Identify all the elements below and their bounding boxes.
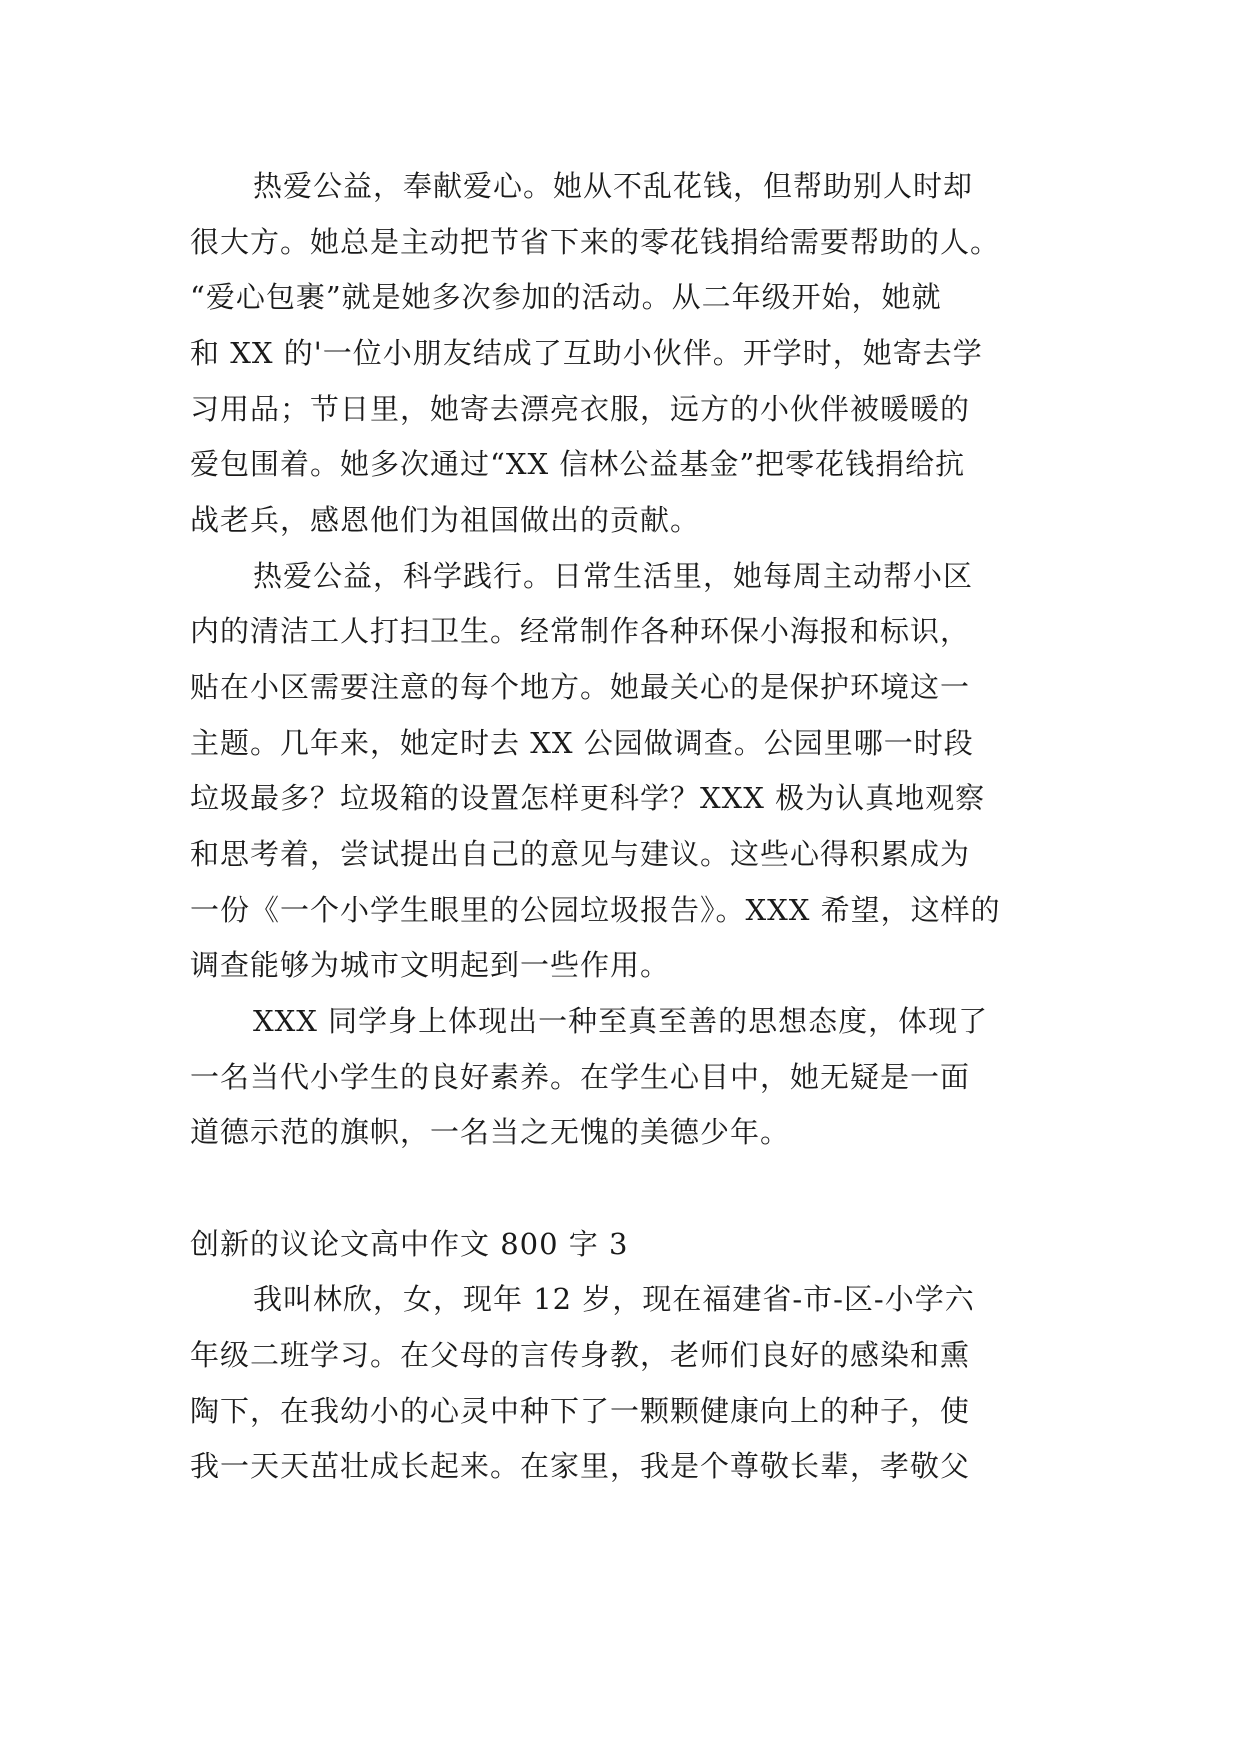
para2-line-1: 热爱公益，科学践行。日常生活里，她每周主动帮小区 bbox=[253, 559, 974, 593]
para2-line-6: 和思考着，尝试提出自己的意见与建议。这些心得积累成为 bbox=[190, 837, 971, 871]
para3-line-2: 一名当代小学生的良好素养。在学生心目中，她无疑是一面 bbox=[190, 1060, 971, 1094]
para1-line-3: “爱心包裹”就是她多次参加的活动。从二年级开始，她就 bbox=[190, 280, 942, 314]
para1-line-4: 和 XX 的'一位小朋友结成了互助小伙伴。开学时，她寄去学 bbox=[190, 336, 983, 370]
para1-line-6: 爱包围着。她多次通过“XX 信林公益基金”把零花钱捐给抗 bbox=[190, 447, 966, 481]
para4-line-2: 年级二班学习。在父母的言传身教，老师们良好的感染和熏 bbox=[190, 1338, 971, 1372]
para1-line-5: 习用品；节日里，她寄去漂亮衣服，远方的小伙伴被暖暖的 bbox=[190, 392, 971, 426]
para4-line-3: 陶下，在我幼小的心灵中种下了一颗颗健康向上的种子，使 bbox=[190, 1394, 971, 1428]
section-heading: 创新的议论文高中作文 800 字 3 bbox=[190, 1227, 629, 1261]
para3-line-3: 道德示范的旗帜，一名当之无愧的美德少年。 bbox=[190, 1115, 791, 1149]
para1-line-7: 战老兵，感恩他们为祖国做出的贡献。 bbox=[190, 503, 701, 537]
para4-line-4: 我一天天茁壮成长起来。在家里，我是个尊敬长辈，孝敬父 bbox=[190, 1449, 971, 1483]
para2-line-7: 一份《一个小学生眼里的公园垃圾报告》。XXX 希望，这样的 bbox=[190, 893, 1001, 927]
para1-line-1: 热爱公益，奉献爱心。她从不乱花钱，但帮助别人时却 bbox=[253, 169, 974, 203]
para2-line-3: 贴在小区需要注意的每个地方。她最关心的是保护环境这一 bbox=[190, 670, 971, 704]
para2-line-8: 调查能够为城市文明起到一些作用。 bbox=[190, 948, 671, 982]
para1-line-2: 很大方。她总是主动把节省下来的零花钱捐给需要帮助的人。 bbox=[190, 225, 1001, 259]
para4-line-1: 我叫林欣，女，现年 12 岁，现在福建省-市-区-小学六 bbox=[253, 1282, 975, 1316]
para2-line-2: 内的清洁工人打扫卫生。经常制作各种环保小海报和标识， bbox=[190, 614, 971, 648]
para3-line-1: XXX 同学身上体现出一种至真至善的思想态度，体现了 bbox=[253, 1004, 989, 1038]
para2-line-4: 主题。几年来，她定时去 XX 公园做调查。公园里哪一时段 bbox=[190, 726, 974, 760]
para2-line-5: 垃圾最多？垃圾箱的设置怎样更科学？XXX 极为认真地观察 bbox=[190, 781, 986, 815]
